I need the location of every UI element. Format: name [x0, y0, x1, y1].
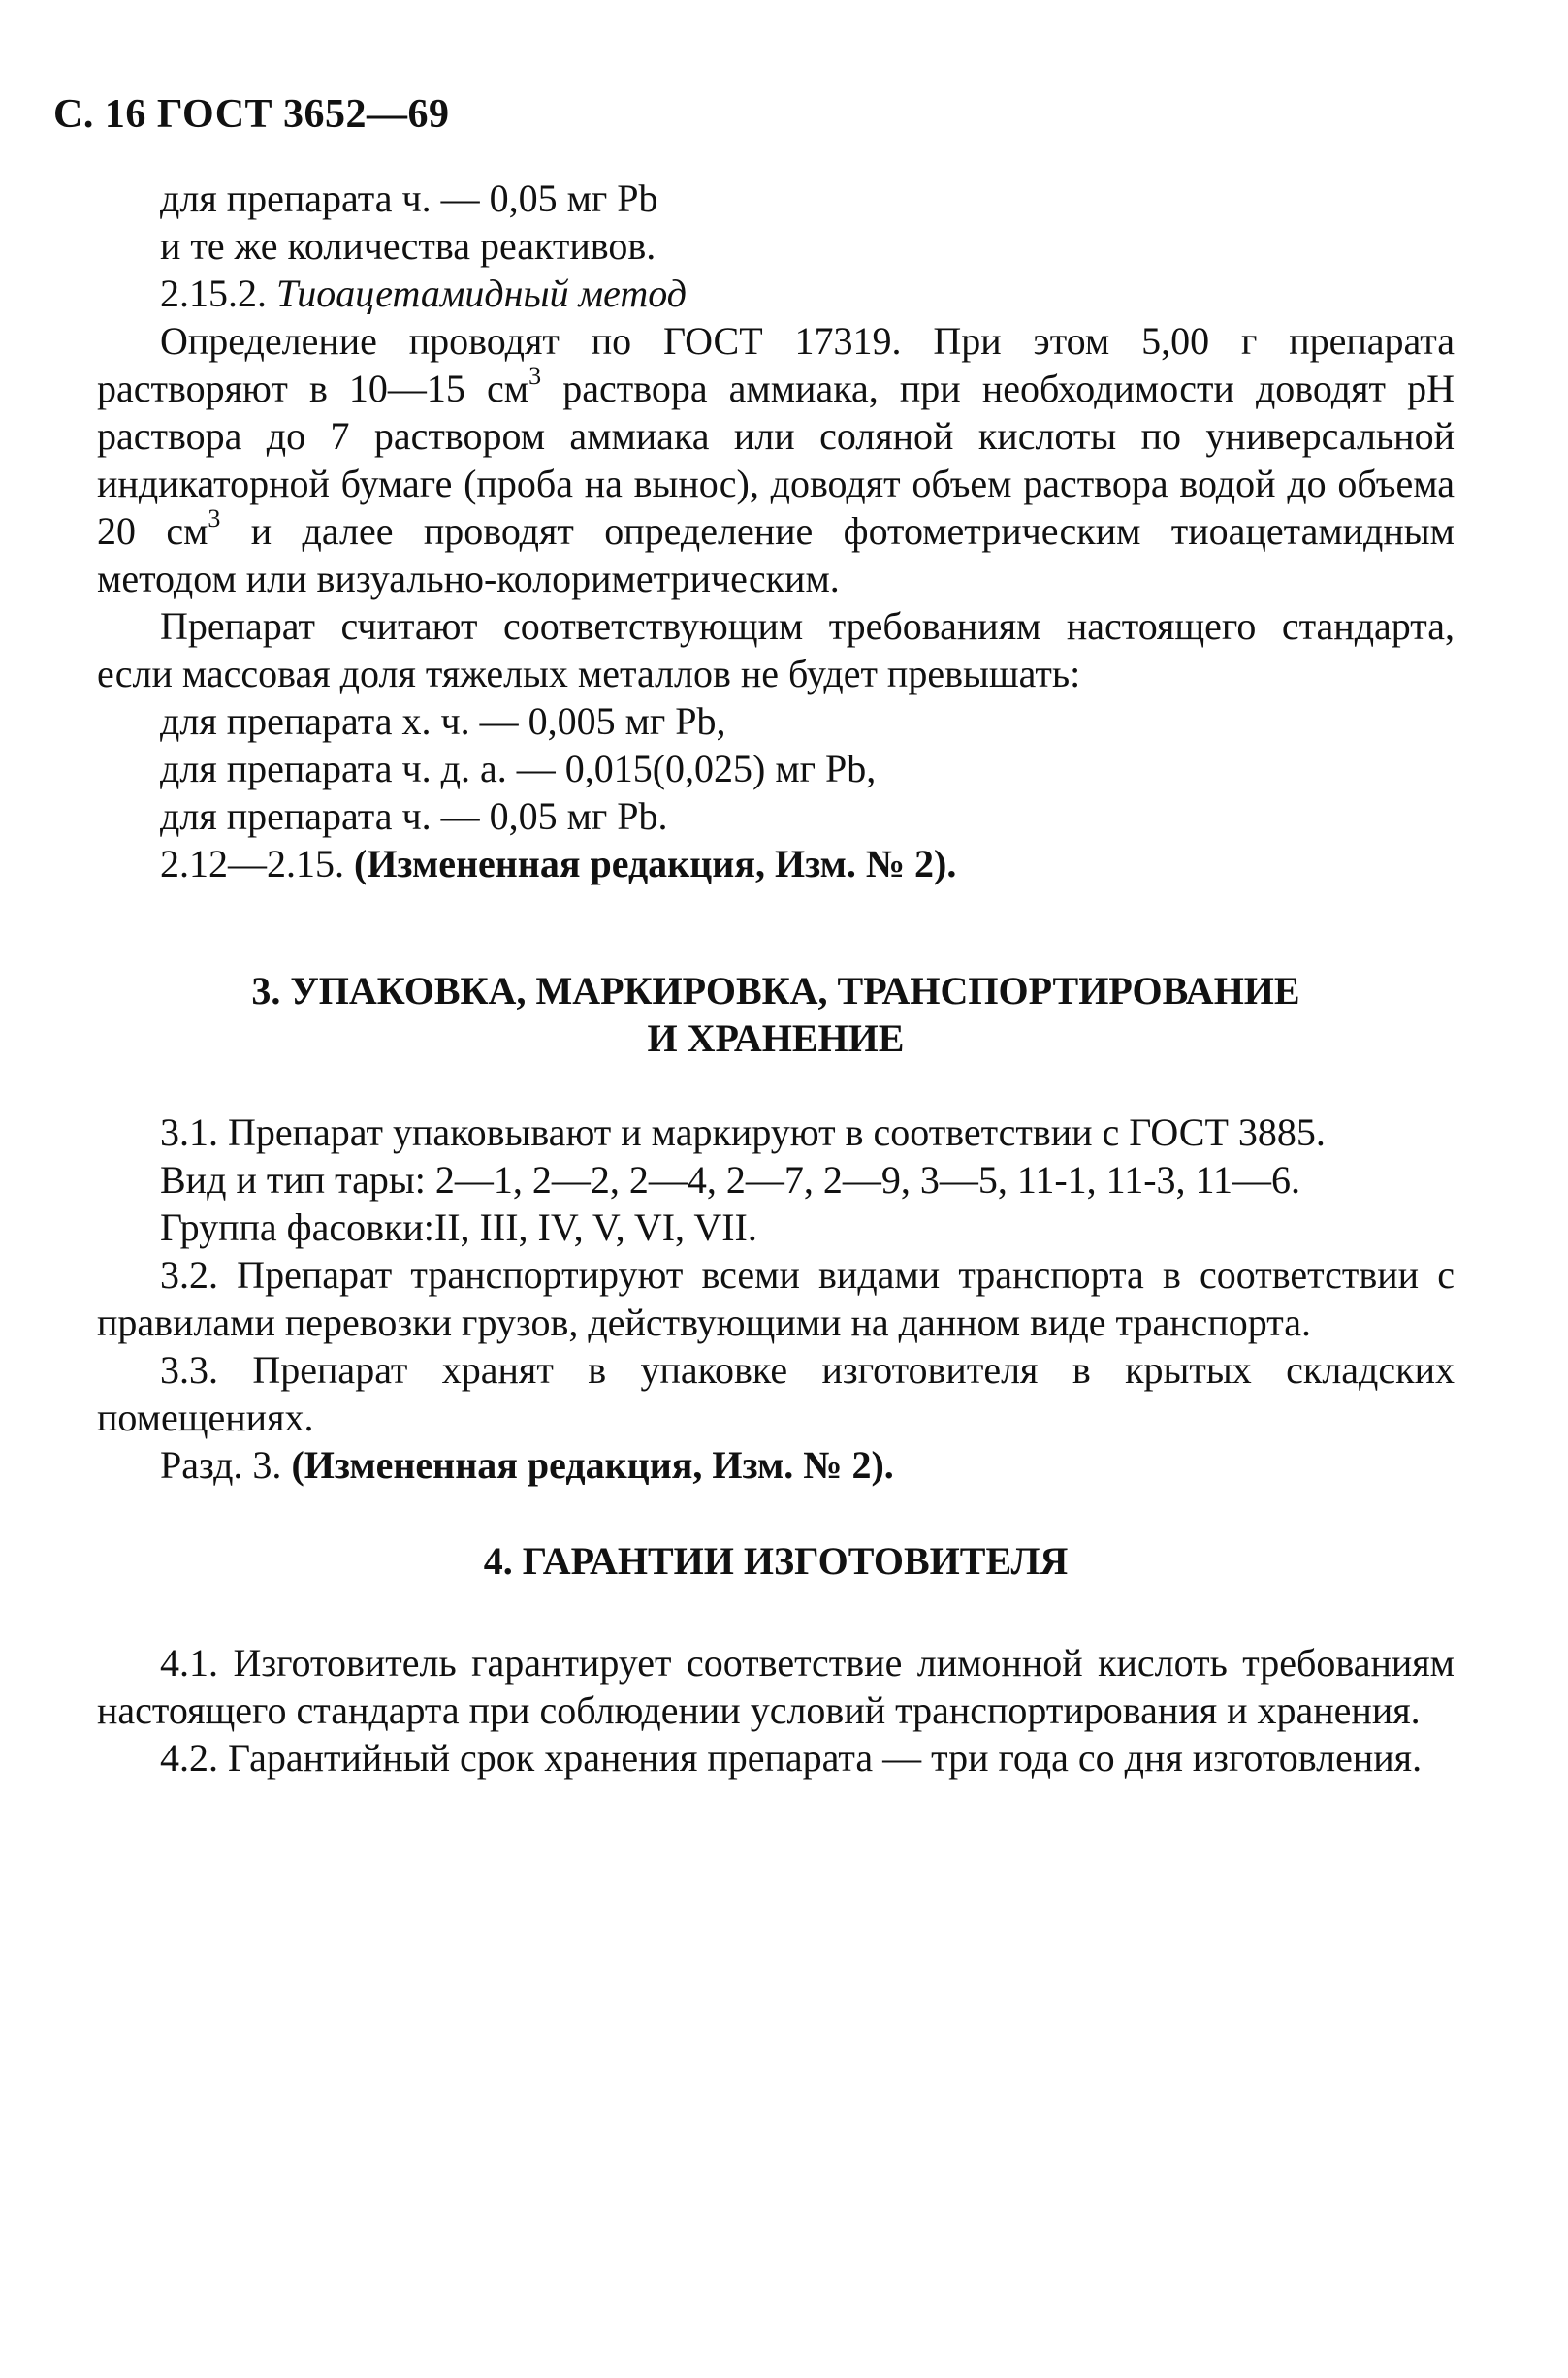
document-body	[97, 175, 1455, 1782]
amendment-text: (Измененная редакция, Изм. № 2).	[354, 842, 957, 885]
paragraph-4-1: 4.1. Изготовитель гарантирует соответствие лимонной кислоть требованиям настоящего стандарта при соблюдении условий транспортирования и хранения.	[97, 1641, 1455, 1732]
paragraph-requirement: Препарат считают соответствующим требованиям настоящего стандарта, если массовая доля тяжелых металлов не будет превышать:	[97, 604, 1455, 695]
paragraph-text: Определение проводят по ГОСТ 17319. При этом 5,00 г препарата растворяют в 10—15 см	[97, 319, 1455, 410]
section-heading: 3. УПАКОВКА, МАРКИРОВКА, ТРАНСПОРТИРОВАНИЕ	[251, 969, 1300, 1012]
amendment-note	[97, 1441, 1455, 1489]
superscript: 3	[528, 361, 542, 390]
text-line: и те же количества реактивов.	[160, 224, 656, 268]
paragraph-3-1: 3.1. Препарат упаковывают и маркируют в соответствии с ГОСТ 3885.	[160, 1110, 1326, 1154]
subsection-number: 2.15.2.	[160, 272, 267, 315]
limit-line: для препарата ч. д. а. — 0,015(0,025) мг Pb,	[160, 747, 877, 790]
superscript: 3	[208, 503, 221, 532]
subsection-title	[97, 270, 1455, 317]
group-line: Группа фасовки:II, III, IV, V, VI, VII.	[160, 1205, 757, 1249]
paragraph-method	[97, 317, 1455, 602]
paragraph-3-2: 3.2. Препарат транспортируют всеми видами транспорта в соответствии с правилами перевозки грузов, действующими на данном виде транспорта.	[97, 1253, 1455, 1344]
paragraph-3-3: 3.3. Препарат хранят в упаковке изготовителя в крытых складских помещениях.	[97, 1348, 1455, 1439]
paragraph-text: раствора аммиака, при необходимости доводят рН раствора до 7 раствором аммиака или соляной кислоты по универсальной индикаторной бумаге (проба на вынос), доводят объем раствора водой до объема 20 см	[97, 367, 1455, 553]
section-heading: 4. ГАРАНТИИ ИЗГОТОВИТЕЛЯ	[483, 1539, 1069, 1583]
section-heading: И ХРАНЕНИЕ	[647, 1016, 905, 1060]
page-header: С. 16 ГОСТ 3652—69	[53, 92, 450, 137]
text-line: для препарата ч. — 0,05 мг Pb	[160, 177, 658, 220]
amendment-ref: 2.12—2.15.	[160, 842, 344, 885]
tara-line: Вид и тип тары: 2—1, 2—2, 2—4, 2—7, 2—9, 3—5, 11-1, 11-3, 11—6.	[160, 1158, 1301, 1202]
amendment-note	[97, 840, 1455, 887]
limit-line: для препарата х. ч. — 0,005 мг Pb,	[160, 699, 726, 743]
amendment-ref: Разд. 3.	[160, 1443, 282, 1487]
subsection-name: Тиоацетамидный метод	[276, 272, 687, 315]
amendment-text: (Измененная редакция, Изм. № 2).	[291, 1443, 894, 1487]
limit-line: для препарата ч. — 0,05 мг Pb.	[160, 794, 668, 838]
paragraph-text: и далее проводят определение фотометрическим тиоацетамидным методом или визуально-колориметрическим.	[97, 509, 1455, 600]
paragraph-4-2: 4.2. Гарантийный срок хранения препарата — три года со дня изготовления.	[160, 1736, 1423, 1780]
